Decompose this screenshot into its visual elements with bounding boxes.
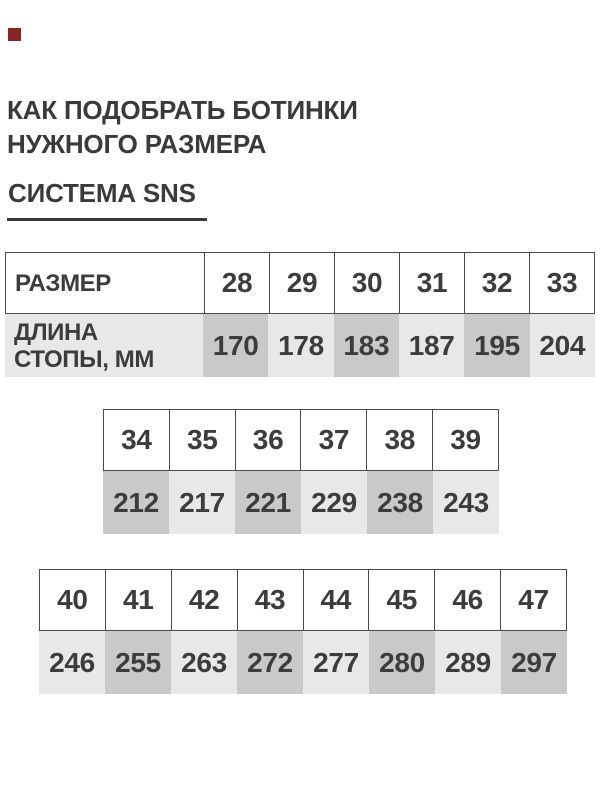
size-cell: 39 (432, 410, 498, 470)
size-cell: 38 (366, 410, 432, 470)
length-cell: 277 (303, 631, 369, 694)
length-cell: 212 (103, 471, 169, 534)
length-cell: 229 (301, 471, 367, 534)
size-cell: 35 (169, 410, 235, 470)
size-row (103, 409, 499, 471)
size-cell: 28 (204, 253, 269, 313)
length-cell: 187 (399, 314, 464, 377)
size-cell: 45 (368, 570, 434, 630)
size-cell: 33 (529, 253, 594, 313)
length-cell: 289 (435, 631, 501, 694)
length-cell: 217 (169, 471, 235, 534)
size-row (5, 252, 595, 314)
size-cell: 30 (334, 253, 399, 313)
page-title-line1: КАК ПОДОБРАТЬ БОТИНКИ (7, 95, 358, 125)
length-cell: 297 (501, 631, 567, 694)
length-cell: 263 (171, 631, 237, 694)
length-cell: 243 (433, 471, 499, 534)
length-cell: 255 (105, 631, 171, 694)
size-cell: 47 (500, 570, 566, 630)
length-row (5, 314, 595, 377)
length-cell: 178 (268, 314, 333, 377)
size-table-28-33 (5, 252, 595, 377)
size-cell: 37 (300, 410, 366, 470)
size-cell: 44 (303, 570, 369, 630)
red-corner-mark (8, 28, 21, 41)
page-title (7, 93, 358, 161)
length-row (103, 471, 499, 534)
length-cell: 204 (530, 314, 595, 377)
size-cell: 46 (434, 570, 500, 630)
size-cell: 42 (171, 570, 237, 630)
page-title-line2: НУЖНОГО РАЗМЕРА (7, 129, 267, 159)
size-table-40-47 (39, 569, 567, 694)
length-cell: 221 (235, 471, 301, 534)
length-cell: 170 (203, 314, 268, 377)
length-row (39, 631, 567, 694)
length-cell: 246 (39, 631, 105, 694)
length-cell: 195 (464, 314, 529, 377)
size-cell: 40 (57, 584, 88, 615)
size-cell: 36 (235, 410, 301, 470)
size-cell: 31 (399, 253, 464, 313)
length-cell: 272 (237, 631, 303, 694)
size-table-34-39 (103, 409, 499, 534)
size-cell: 32 (464, 253, 529, 313)
length-cell: 238 (367, 471, 433, 534)
size-cell: 34 (121, 424, 152, 455)
size-cell: 29 (269, 253, 334, 313)
length-cell: 183 (334, 314, 399, 377)
size-row (39, 569, 567, 631)
size-cell: 41 (105, 570, 171, 630)
size-label-cell: РАЗМЕР (15, 269, 111, 297)
length-label-cell: ДЛИНА СТОПЫ, ММ (5, 314, 203, 377)
length-cell: 280 (369, 631, 435, 694)
size-cell: 43 (237, 570, 303, 630)
subtitle-underline (7, 218, 207, 221)
system-subtitle: СИСТЕМА SNS (8, 178, 196, 208)
